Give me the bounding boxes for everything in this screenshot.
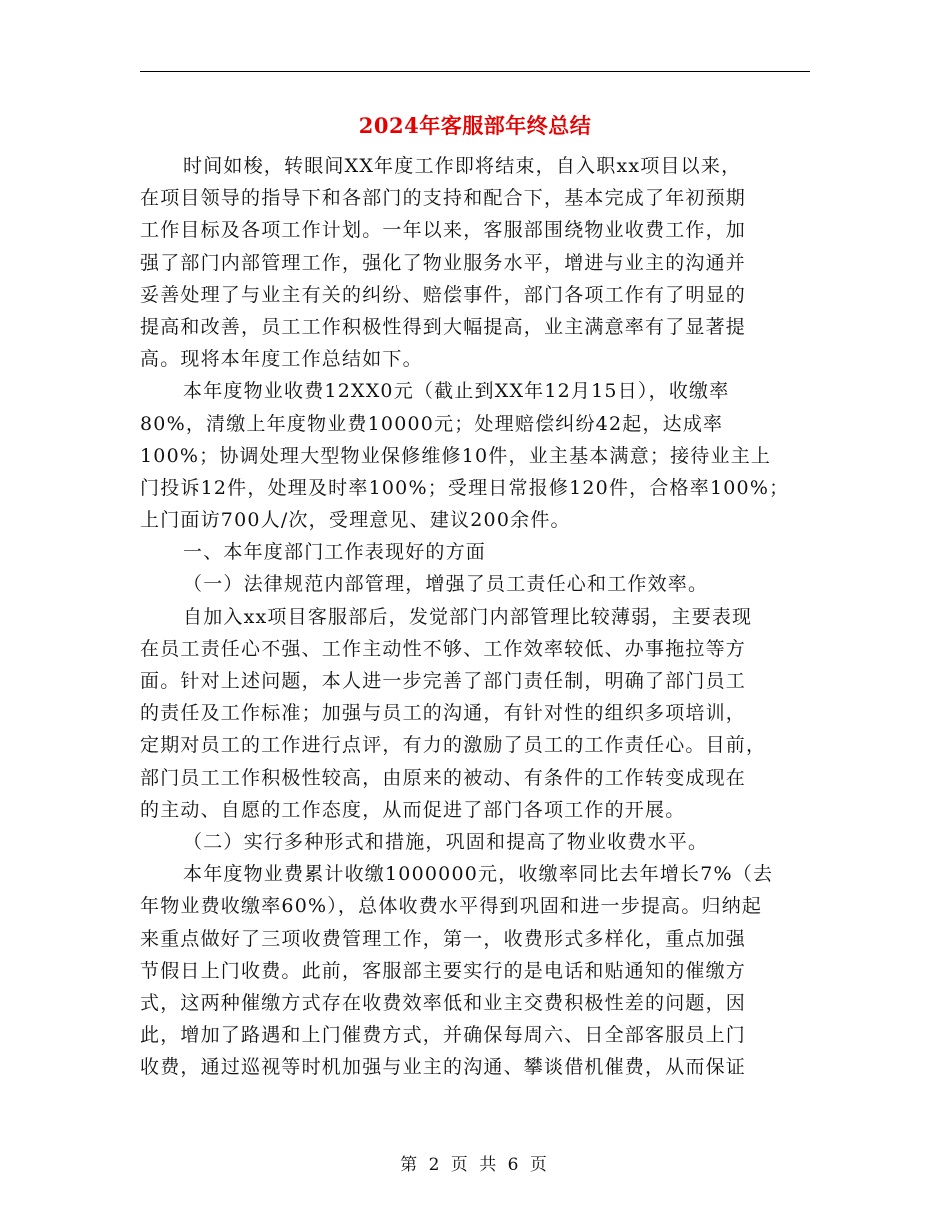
section-heading: 一、本年度部门工作表现好的方面: [183, 541, 487, 564]
body-line: 来重点做好了三项收费管理工作，第一，收费形式多样化，重点加强: [140, 927, 747, 950]
body-line: 本年度物业费累计收缴1000000元，收缴率同比去年增长7%（去: [183, 863, 774, 886]
subsection-heading: （二）实行多种形式和措施，巩固和提高了物业收费水平。: [183, 830, 709, 853]
body-line: 100%；协调处理大型物业保修维修10件，业主基本满意；接待业主上: [140, 444, 772, 467]
body-line: 式，这两种催缴方式存在收费效率低和业主交费积极性差的问题，因: [140, 991, 747, 1014]
body-line: 高。现将本年度工作总结如下。: [140, 348, 423, 371]
body-line: 工作目标及各项工作计划。一年以来，客服部围绕物业收费工作，加: [140, 219, 747, 242]
body-line: 的责任及工作标准；加强与员工的沟通，有针对性的组织多项培训，: [140, 702, 747, 725]
body-line: 节假日上门收费。此前，客服部主要实行的是电话和贴通知的催缴方: [140, 959, 747, 982]
document-title: 2024年客服部年终总结: [358, 113, 592, 138]
body-line: 面。针对上述问题，本人进一步完善了部门责任制，明确了部门员工: [140, 670, 747, 692]
body-line: 在项目领导的指导下和各部门的支持和配合下，基本完成了年初预期: [140, 187, 747, 210]
body-line: 80%，清缴上年度物业费10000元；处理赔偿纠纷42起，达成率: [140, 412, 724, 435]
body-line: 本年度物业收费12XX0元（截止到XX年12月15日），收缴率: [183, 380, 730, 403]
body-line: 在员工责任心不强、工作主动性不够、工作效率较低、办事拖拉等方: [140, 637, 747, 660]
body-line: 定期对员工的工作进行点评，有力的激励了员工的工作责任心。目前，: [140, 734, 767, 757]
header-rule: [140, 71, 810, 72]
body-line: 提高和改善，员工工作积极性得到大幅提高，业主满意率有了显著提: [140, 315, 747, 338]
body-line: 的主动、自愿的工作态度，从而促进了部门各项工作的开展。: [140, 798, 686, 821]
body-line: 强了部门内部管理工作，强化了物业服务水平，增进与业主的沟通并: [140, 251, 747, 274]
body-line: 部门员工工作积极性较高，由原来的被动、有条件的工作转变成现在: [140, 766, 747, 789]
body-line: 年物业费收缴率60%），总体收费水平得到巩固和进一步提高。归纳起: [140, 895, 763, 918]
body-line: 自加入xx项目客服部后，发觉部门内部管理比较薄弱，主要表现: [183, 605, 753, 628]
body-line: 门投诉12件，处理及时率100%；受理日常报修120件，合格率100%；: [140, 476, 790, 499]
subsection-heading: （一）法律规范内部管理，增强了员工责任心和工作效率。: [183, 573, 709, 596]
body-line: 时间如梭，转眼间XX年度工作即将结束，自入职xx项目以来，: [183, 155, 742, 177]
body-line: 收费，通过巡视等时机加强与业主的沟通、攀谈借机催费，从而保证: [140, 1056, 747, 1079]
body-line: 此，增加了路遇和上门催费方式，并确保每周六、日全部客服员上门: [140, 1024, 747, 1047]
page-number-footer: 第 2 页 共 6 页: [400, 1155, 550, 1175]
document-body: [140, 150, 810, 1083]
body-line: 上门面访700人/次，受理意见、建议200余件。: [140, 509, 571, 532]
body-line: 妥善处理了与业主有关的纠纷、赔偿事件，部门各项工作有了明显的: [140, 283, 747, 306]
